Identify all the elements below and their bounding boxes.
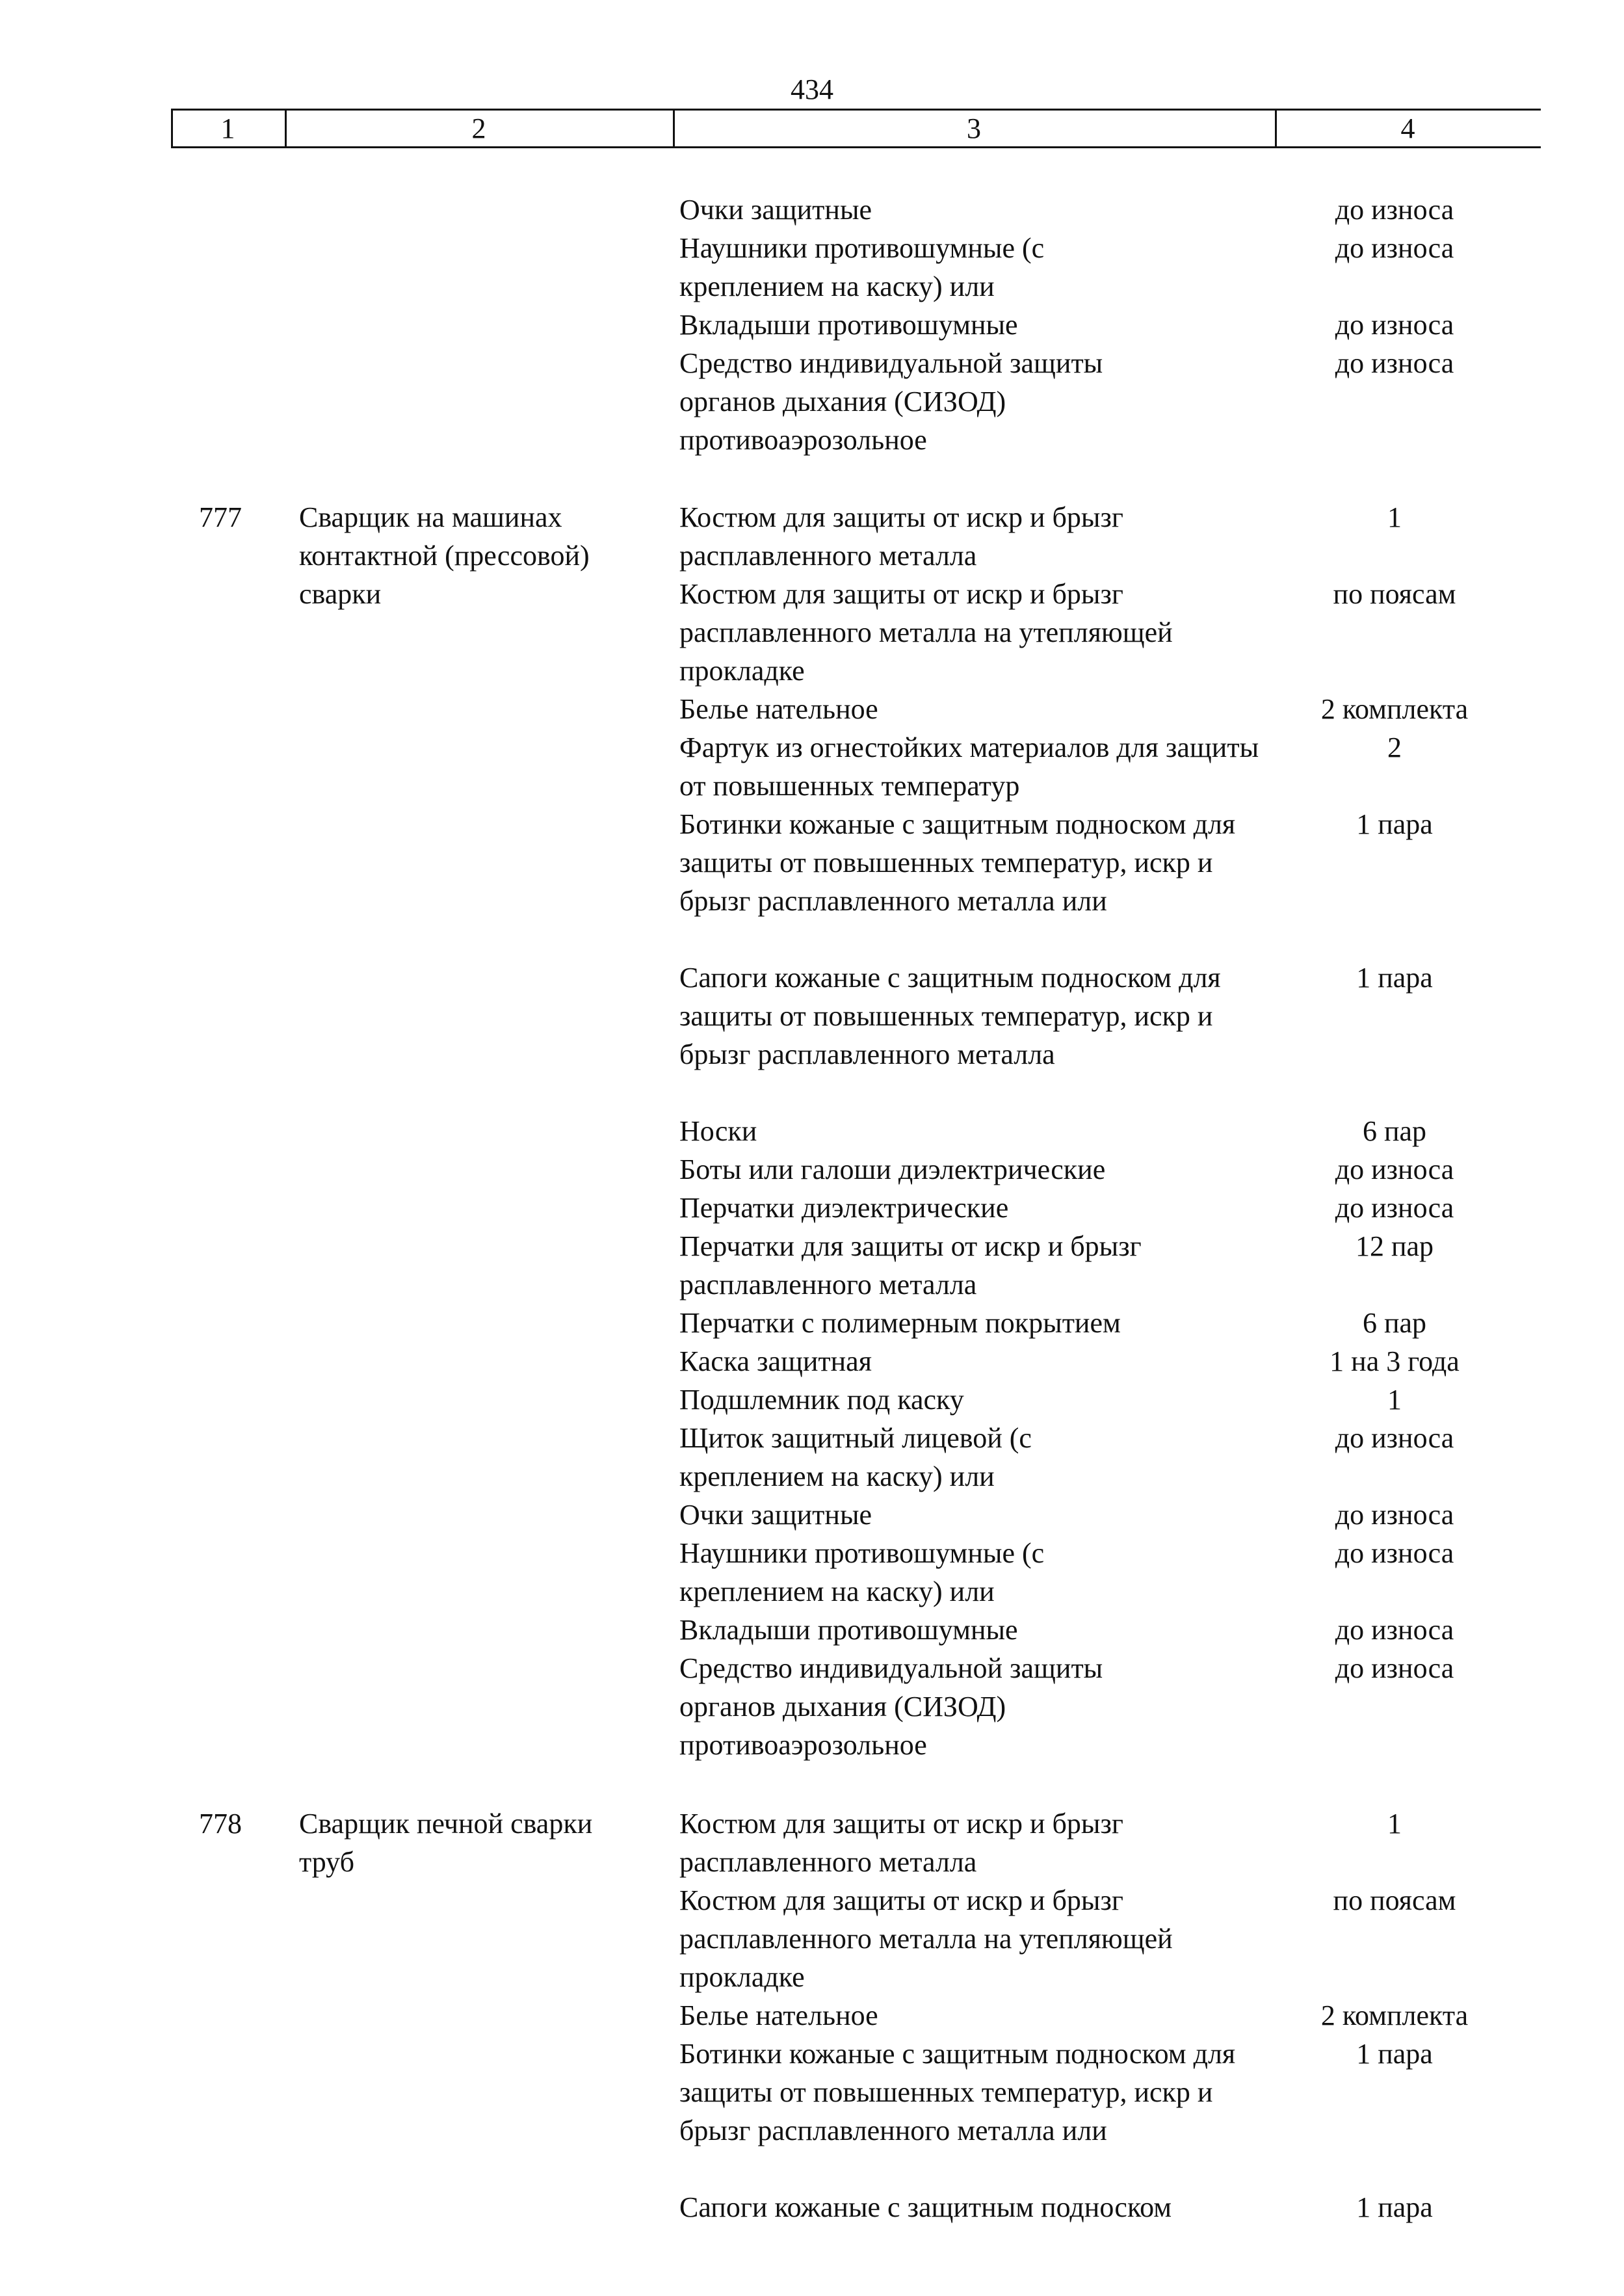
item-norm: до износа xyxy=(1335,1192,1454,1224)
item-name: Сапоги кожаные с защитным подноском для защиты от повышенных температур, искр и брызг расплавленного металла xyxy=(679,962,1221,1070)
item-norm: 1 xyxy=(1387,501,1402,533)
item-norm: до износа xyxy=(1335,347,1454,379)
item-name: Носки xyxy=(679,1115,757,1147)
item-norm: 1 пара xyxy=(1356,962,1433,994)
item-norm: по поясам xyxy=(1333,578,1456,610)
page-number: 434 xyxy=(791,73,833,105)
item-norm: до износа xyxy=(1335,1652,1454,1684)
item-name: Фартук из огнестойких материалов для защиты от повышенных температур xyxy=(679,732,1259,802)
header-col-3: 3 xyxy=(967,112,981,144)
item-name: Щиток защитный лицевой (с креплением на каску) или xyxy=(679,1422,1032,1492)
item-norm: 2 комплекта xyxy=(1320,693,1469,725)
item-name: Средство индивидуальной защиты органов дыхания (СИЗОД) противоаэрозольное xyxy=(679,1652,1103,1761)
item-norm: до износа xyxy=(1335,1537,1454,1569)
header-col-1: 1 xyxy=(220,112,235,144)
item-name: Боты или галоши диэлектрические xyxy=(679,1154,1106,1185)
item-name: Наушники противошумные (с креплением на каску) или xyxy=(679,1537,1045,1607)
item-name: Перчатки для защиты от искр и брызг расплавленного металла xyxy=(679,1230,1142,1300)
item-norm: до износа xyxy=(1335,1422,1454,1454)
item-norm: 1 на 3 года xyxy=(1329,1345,1460,1377)
occupation-name: Сварщик печной сварки труб xyxy=(299,1808,593,1878)
item-name: Перчатки с полимерным покрытием xyxy=(679,1307,1121,1339)
item-name: Костюм для защиты от искр и брызг расплавленного металла xyxy=(679,1808,1123,1878)
item-name: Костюм для защиты от искр и брызг расплавленного металла на утепляющей прокладке xyxy=(679,1884,1173,1993)
item-norm: до износа xyxy=(1335,194,1454,226)
entry-number: 778 xyxy=(199,1808,242,1840)
item-norm: по поясам xyxy=(1333,1884,1456,1916)
item-norm: 1 пара xyxy=(1356,2191,1433,2223)
item-name: Перчатки диэлектрические xyxy=(679,1192,1009,1224)
item-name: Вкладыши противошумные xyxy=(679,309,1018,341)
item-norm: 2 xyxy=(1387,732,1402,763)
item-name: Очки защитные xyxy=(679,194,872,226)
item-name: Каска защитная xyxy=(679,1345,872,1377)
item-name: Сапоги кожаные с защитным подноском xyxy=(679,2191,1172,2223)
item-name: Ботинки кожаные с защитным подноском для защиты от повышенных температур, искр и брызг расплавленного металла или xyxy=(679,808,1236,917)
item-norm: до износа xyxy=(1335,232,1454,264)
item-name: Средство индивидуальной защиты органов дыхания (СИЗОД) противоаэрозольное xyxy=(679,347,1103,456)
item-norm: 12 пар xyxy=(1355,1230,1434,1262)
item-name: Наушники противошумные (с креплением на каску) или xyxy=(679,232,1045,302)
header-col-2: 2 xyxy=(471,112,486,144)
item-name: Белье нательное xyxy=(679,693,878,725)
item-norm: 6 пар xyxy=(1362,1307,1427,1339)
table-header xyxy=(171,109,1541,148)
item-norm: 1 xyxy=(1387,1384,1402,1416)
item-name: Костюм для защиты от искр и брызг расплавленного металла на утепляющей прокладке xyxy=(679,578,1173,687)
entry-number: 777 xyxy=(199,501,242,533)
item-name: Подшлемник под каску xyxy=(679,1384,964,1416)
item-norm: до износа xyxy=(1335,1154,1454,1185)
item-norm: 1 пара xyxy=(1356,808,1433,840)
item-name: Ботинки кожаные с защитным подноском для защиты от повышенных температур, искр и брызг расплавленного металла или xyxy=(679,2038,1236,2146)
item-norm: до износа xyxy=(1335,1499,1454,1531)
item-name: Очки защитные xyxy=(679,1499,872,1531)
item-norm: 2 комплекта xyxy=(1320,1999,1469,2031)
item-name: Костюм для защиты от искр и брызг расплавленного металла xyxy=(679,501,1123,572)
item-name: Белье нательное xyxy=(679,1999,878,2031)
header-col-4: 4 xyxy=(1400,112,1415,144)
item-norm: 6 пар xyxy=(1362,1115,1427,1147)
item-norm: 1 пара xyxy=(1356,2038,1433,2070)
item-norm: до износа xyxy=(1335,309,1454,341)
item-norm: 1 xyxy=(1387,1808,1402,1840)
occupation-name: Сварщик на машинах контактной (прессовой) сварки xyxy=(299,501,590,610)
item-norm: до износа xyxy=(1335,1614,1454,1646)
item-name: Вкладыши противошумные xyxy=(679,1614,1018,1646)
